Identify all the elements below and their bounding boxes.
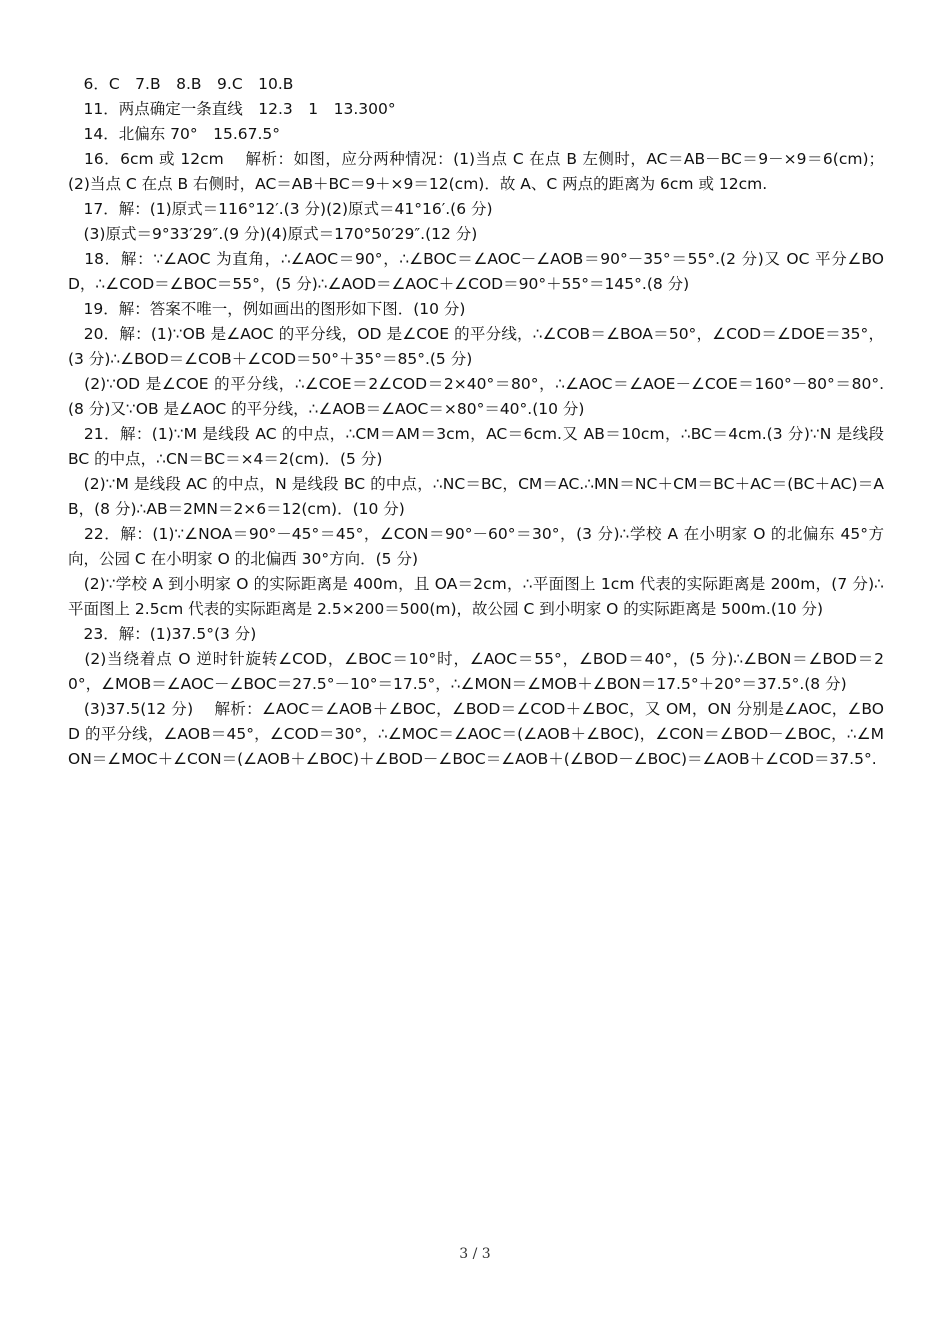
answer-23-part3: (3)37.5(12 分) 解析：∠AOC＝∠AOB＋∠BOC，∠BOD＝∠COD＋∠BOC，又 OM，ON 分别是∠AOC，∠BOD 的平分线，∠AOB＝45°，∠COD＝30°，∴∠MOC＝∠AOC＝(∠AOB＋∠BOC)，∠CON＝∠BOD－∠BOC，∴∠MON＝∠MOC＋∠CON＝(∠AOB＋∠BOC)＋∠BOD－∠BOC＝∠AOB＋(∠BOD－∠BOC)＝∠AOB＋∠COD＝37.5°.	[68, 700, 884, 768]
answer-17-part1: 17．解：(1)原式＝116°12′.(3 分)(2)原式＝41°16′.(6 分)	[68, 200, 493, 218]
answer-20-part1: 20．解：(1)∵OB 是∠AOC 的平分线，OD 是∠COE 的平分线，∴∠COB＝∠BOA＝50°，∠COD＝∠DOE＝35°，(3 分)∴∠BOD＝∠COB＋∠COD＝50°＋35°＝85°.(5 分)	[68, 325, 884, 368]
answer-19: 19．解：答案不唯一，例如画出的图形如下图．(10 分)	[68, 300, 466, 318]
answer-23-part1: 23．解：(1)37.5°(3 分)	[68, 625, 257, 643]
page-number: 3 / 3	[459, 1246, 491, 1262]
answer-23-part2: (2)当绕着点 O 逆时针旋转∠COD，∠BOC＝10°时，∠AOC＝55°，∠BOD＝40°，(5 分)∴∠BON＝∠BOD＝20°，∠MOB＝∠AOC－∠BOC＝27.5°－10°＝17.5°，∴∠MON＝∠MOB＋∠BON＝17.5°＋20°＝37.5°.(8 分)	[68, 650, 884, 693]
answer-line-6-10: 6．C 7.B 8.B 9.C 10.B	[68, 75, 294, 93]
answer-22-part1: 22．解：(1)∵∠NOA＝90°－45°＝45°，∠CON＝90°－60°＝30°，(3 分)∴学校 A 在小明家 O 的北偏东 45°方向，公园 C 在小明家 O 的北偏西 30°方向．(5 分)	[68, 525, 884, 568]
answer-21-part1: 21．解：(1)∵M 是线段 AC 的中点，∴CM＝AM＝3cm，AC＝6cm.又 AB＝10cm，∴BC＝4cm.(3 分)∵N 是线段 BC 的中点，∴CN＝BC＝×4＝2(cm)．(5 分)	[68, 425, 884, 468]
answer-22-part2: (2)∵学校 A 到小明家 O 的实际距离是 400m，且 OA＝2cm，∴平面图上 1cm 代表的实际距离是 200m，(7 分)∴平面图上 2.5cm 代表的实际距离是 2.5×200＝500(m)，故公园 C 到小明家 O 的实际距离是 500m.(10 分)	[68, 575, 884, 618]
answer-line-14-15: 14．北偏东 70° 15.67.5°	[68, 125, 281, 143]
answer-21-part2: (2)∵M 是线段 AC 的中点，N 是线段 BC 的中点，∴NC＝BC，CM＝AC.∴MN＝NC＋CM＝BC＋AC＝(BC＋AC)＝AB，(8 分)∴AB＝2MN＝2×6＝12(cm)．(10 分)	[68, 475, 884, 518]
answer-17-part2: (3)原式＝9°33′29″.(9 分)(4)原式＝170°50′29″.(12 分)	[68, 225, 478, 243]
answer-16: 16．6cm 或 12cm 解析：如图，应分两种情况：(1)当点 C 在点 B 左侧时，AC＝AB－BC＝9－×9＝6(cm)；(2)当点 C 在点 B 右侧时，AC＝AB＋BC＝9＋×9＝12(cm)．故 A、C 两点的距离为 6cm 或 12cm.	[68, 150, 884, 193]
answer-20-part2: (2)∵OD 是∠COE 的平分线，∴∠COE＝2∠COD＝2×40°＝80°，∴∠AOC＝∠AOE－∠COE＝160°－80°＝80°.(8 分)又∵OB 是∠AOC 的平分线，∴∠AOB＝∠AOC＝×80°＝40°.(10 分)	[68, 375, 884, 418]
answer-content	[68, 72, 884, 772]
answer-line-11-13: 11．两点确定一条直线 12.3 1 13.300°	[68, 100, 396, 118]
answer-18: 18．解：∵∠AOC 为直角，∴∠AOC＝90°，∴∠BOC＝∠AOC－∠AOB＝90°－35°＝55°.(2 分)又 OC 平分∠BOD，∴∠COD＝∠BOC＝55°，(5 分)∴∠AOD＝∠AOC＋∠COD＝90°＋55°＝145°.(8 分)	[68, 250, 884, 293]
